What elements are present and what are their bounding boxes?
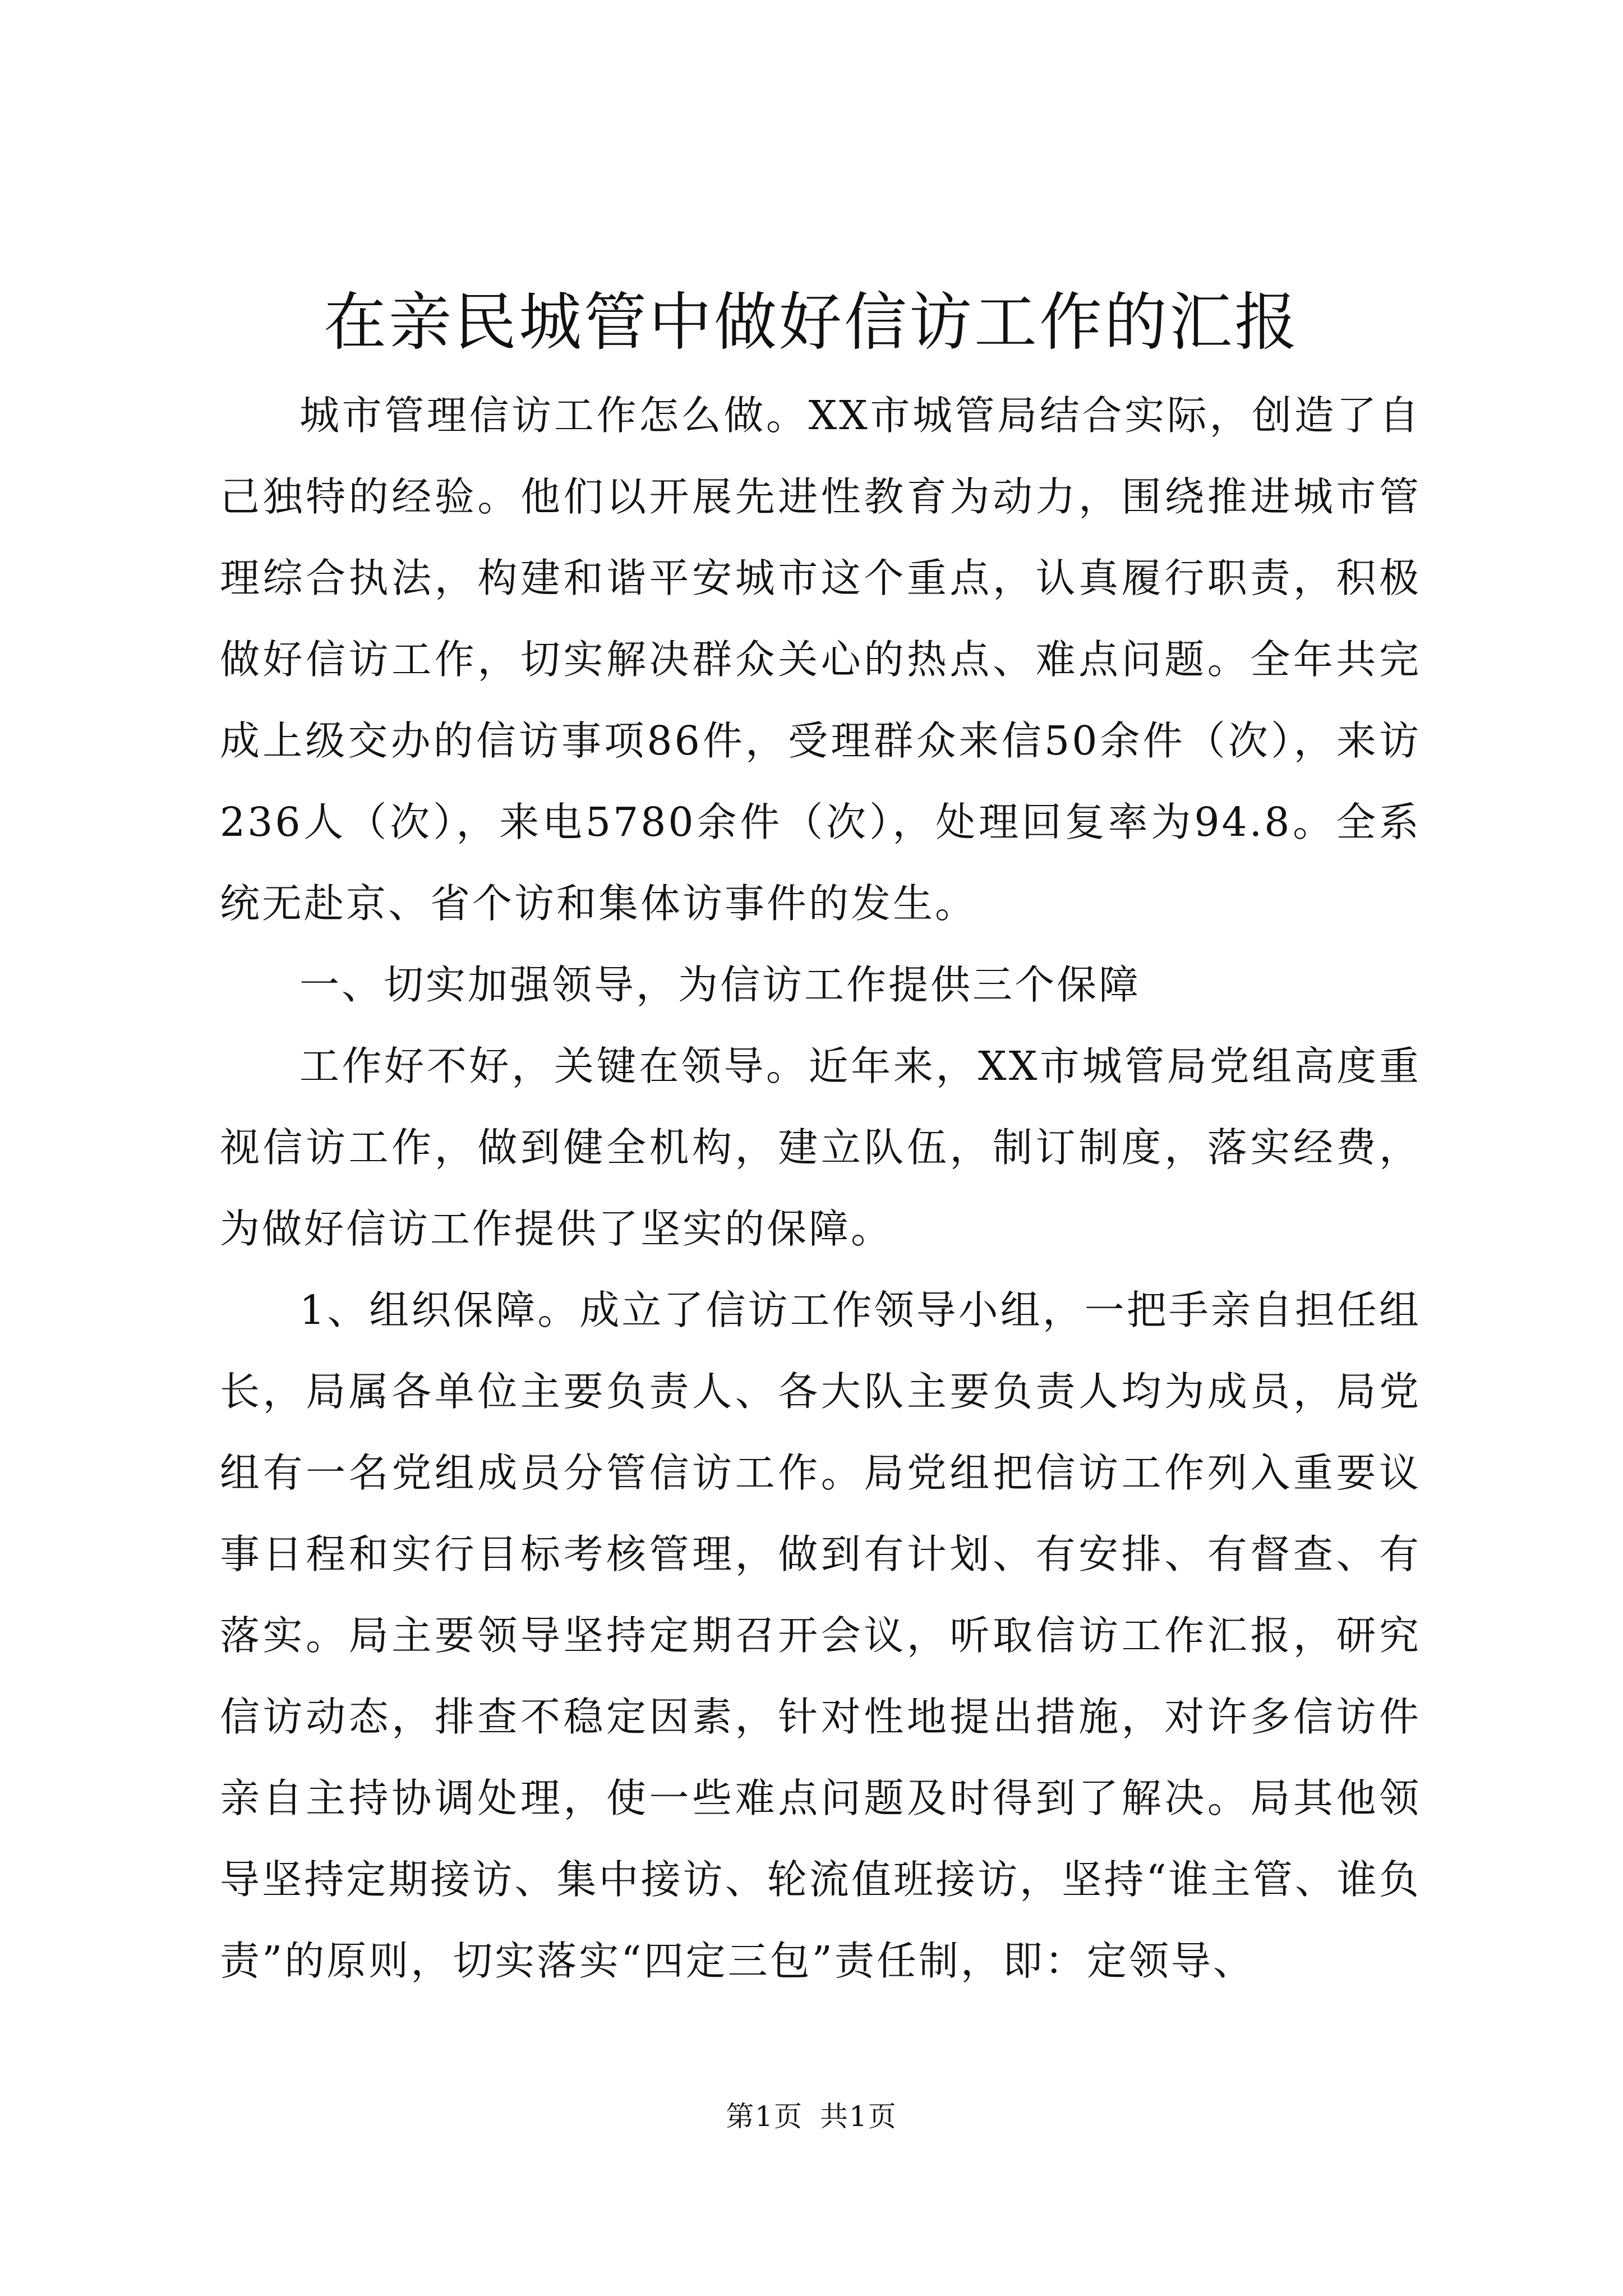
page-footer (0, 2097, 1623, 2136)
paragraph-intro: 城市管理信访工作怎么做。XX市城管局结合实际，创造了自己独特的经验。他们以开展先进性教育为动力，围绕推进城市管理综合执法，构建和谐平安城市这个重点，认真履行职责，积极做好信访工作，切实解决群众关心的热点、难点问题。全年共完成上级交办的信访事项86件，受理群众来信50余件（次），来访236人（次），来电5780余件（次），处理回复率为94.8。全系统无赴京、省个访和集体访事件的发生。 (220, 392, 1421, 927)
document-body (220, 375, 1421, 2001)
document-title: 在亲民城管中做好信访工作的汇报 (324, 286, 1299, 359)
page-number: 第1页 (726, 2100, 803, 2133)
paragraph-leadership: 工作好不好，关键在领导。近年来，XX市城管局党组高度重视信访工作，做到健全机构，建立队伍，制订制度，落实经费，为做好信访工作提供了坚实的保障。 (220, 1043, 1421, 1252)
section-heading-1: 一、切实加强领导，为信访工作提供三个保障 (299, 961, 1141, 1008)
paragraph-organization: 1、组织保障。成立了信访工作领导小组，一把手亲自担任组长，局属各单位主要负责人、各大队主要负责人均为成员，局党组有一名党组成员分管信访工作。局党组把信访工作列入重要议事日程和实行目标考核管理，做到有计划、有安排、有督查、有落实。局主要领导坚持定期召开会议，听取信访工作汇报，研究信访动态，排查不稳定因素，针对性地提出措施，对许多信访件亲自主持协调处理，使一些难点问题及时得到了解决。局其他领导坚持定期接访、集中接访、轮流值班接访，坚持“谁主管、谁负责”的原则，切实落实“四定三包”责任制，即：定领导、 (220, 1287, 1421, 1984)
page-total: 共1页 (820, 2100, 897, 2133)
